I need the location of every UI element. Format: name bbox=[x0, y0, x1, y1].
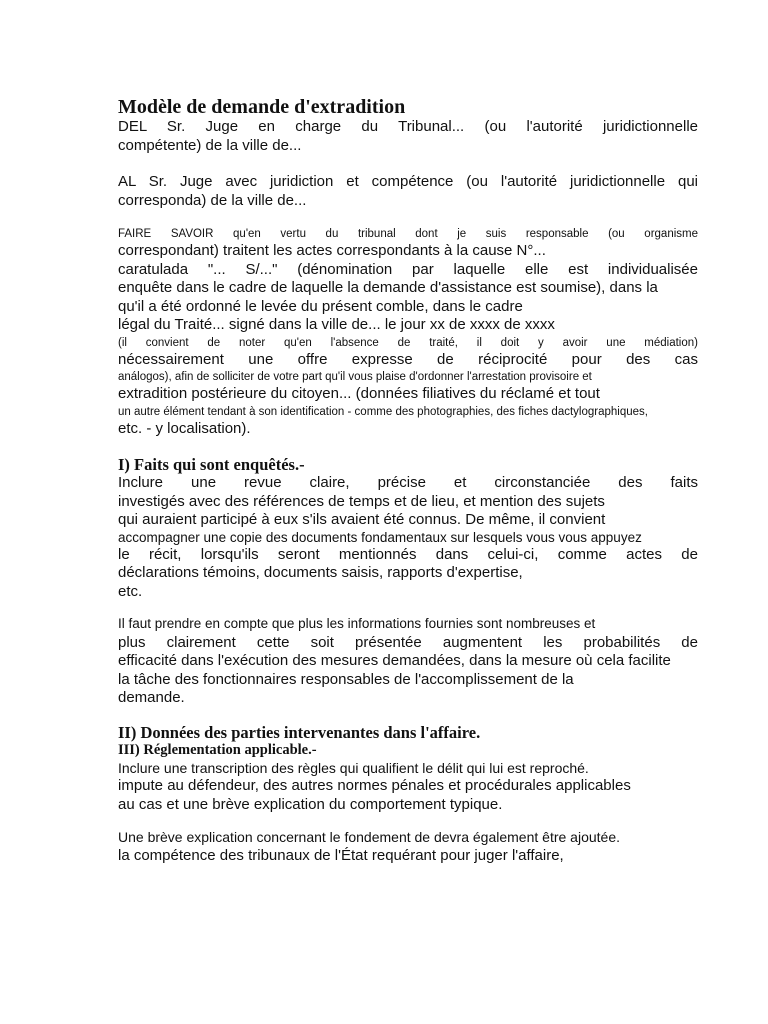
text-line: la tâche des fonctionnaires responsables de l'accomplissement de la bbox=[118, 670, 574, 688]
spacer bbox=[118, 601, 698, 615]
section-3-paragraph-2 bbox=[118, 828, 698, 865]
spacer bbox=[118, 708, 698, 724]
section-1-heading: I) Faits qui sont enquêtés.- bbox=[118, 455, 305, 474]
text-line: caratulada "... S/..." (dénomination par laquelle elle est individualisée bbox=[118, 260, 698, 278]
text-line: corresponda) de la ville de... bbox=[118, 191, 307, 209]
intro-al-paragraph bbox=[118, 173, 698, 210]
document-title: Modèle de demande d'extradition bbox=[118, 96, 406, 118]
text-line: DEL Sr. Juge en charge du Tribunal... (ou l'autorité juridictionnelle bbox=[118, 118, 698, 135]
text-line: le récit, lorsqu'ils seront mentionnés dans celui-ci, comme actes de bbox=[118, 545, 698, 563]
request-body-paragraph bbox=[118, 226, 698, 438]
document-page bbox=[118, 96, 698, 865]
spacer bbox=[118, 438, 698, 456]
text-line: efficacité dans l'exécution des mesures demandées, dans la mesure où cela facilite bbox=[118, 652, 671, 669]
text-line: déclarations témoins, documents saisis, rapports d'expertise, bbox=[118, 564, 523, 581]
text-line: qui auraient participé à eux s'ils avaient été connus. De même, il convient bbox=[118, 511, 606, 528]
text-line: FAIRE SAVOIR qu'en vertu du tribunal dont je suis responsable (ou organisme bbox=[118, 228, 698, 240]
text-line: investigés avec des références de temps et de lieu, et mention des sujets bbox=[118, 492, 605, 510]
section-3-heading: III) Réglementation applicable.- bbox=[118, 741, 317, 758]
text-line: análogos), afin de solliciter de votre part qu'il vous plaise d'ordonner l'arrestation provisoire et bbox=[118, 371, 592, 383]
spacer bbox=[118, 210, 698, 226]
text-line: Inclure une transcription des règles qui qualifient le délit qui lui est reproché. bbox=[118, 759, 589, 776]
text-line: AL Sr. Juge avec juridiction et compétence (ou l'autorité juridictionnelle qui bbox=[118, 173, 698, 190]
text-line: impute au défendeur, des autres normes pénales et procédurales applicables bbox=[118, 777, 631, 794]
text-line: compétente) de la ville de... bbox=[118, 136, 302, 154]
section-2-heading: II) Données des parties intervenantes dans l'affaire. bbox=[118, 722, 481, 742]
text-line: correspondant) traitent les actes correspondants à la cause N°... bbox=[118, 242, 546, 259]
spacer bbox=[118, 155, 698, 173]
text-line: extradition postérieure du citoyen... (données filiatives du réclamé et tout bbox=[118, 385, 600, 402]
text-line: nécessairement une offre expresse de réciprocité pour des cas bbox=[118, 350, 698, 368]
text-line: etc. bbox=[118, 582, 143, 600]
text-line: la compétence des tribunaux de l'État requérant pour juger l'affaire, bbox=[118, 846, 564, 864]
text-line: au cas et une brève explication du comportement typique. bbox=[118, 795, 503, 813]
text-line: accompagner une copie des documents fondamentaux sur lesquels vous vous appuyez bbox=[118, 529, 642, 545]
intro-del-paragraph bbox=[118, 118, 698, 155]
text-line: qu'il a été ordonné le levée du présent comble, dans le cadre bbox=[118, 297, 523, 315]
text-line: Inclure une revue claire, précise et circonstanciée des faits bbox=[118, 474, 698, 491]
section-3-paragraph-1 bbox=[118, 759, 698, 815]
text-line: Une brève explication concernant le fondement de devra également être ajoutée. bbox=[118, 829, 620, 845]
text-line: Il faut prendre en compte que plus les informations fournies sont nombreuses et bbox=[118, 616, 596, 631]
text-line: plus clairement cette soit présentée augmentent les probabilités de bbox=[118, 633, 698, 651]
section-1-paragraph-1 bbox=[118, 474, 698, 601]
spacer bbox=[118, 814, 698, 828]
text-line: un autre élément tendant à son identification - comme des photographies, des fiches dactylographiques, bbox=[118, 405, 648, 418]
section-1-paragraph-2 bbox=[118, 615, 698, 708]
text-line: etc. - y localisation). bbox=[118, 419, 251, 437]
text-line: enquête dans le cadre de laquelle la demande d'assistance est soumise), dans la bbox=[118, 279, 658, 296]
text-line: (il convient de noter qu'en l'absence de traité, il doit y avoir une médiation) bbox=[118, 336, 698, 349]
text-line: demande. bbox=[118, 689, 185, 706]
text-line: légal du Traité... signé dans la ville de... le jour xx de xxxx de xxxx bbox=[118, 316, 555, 333]
